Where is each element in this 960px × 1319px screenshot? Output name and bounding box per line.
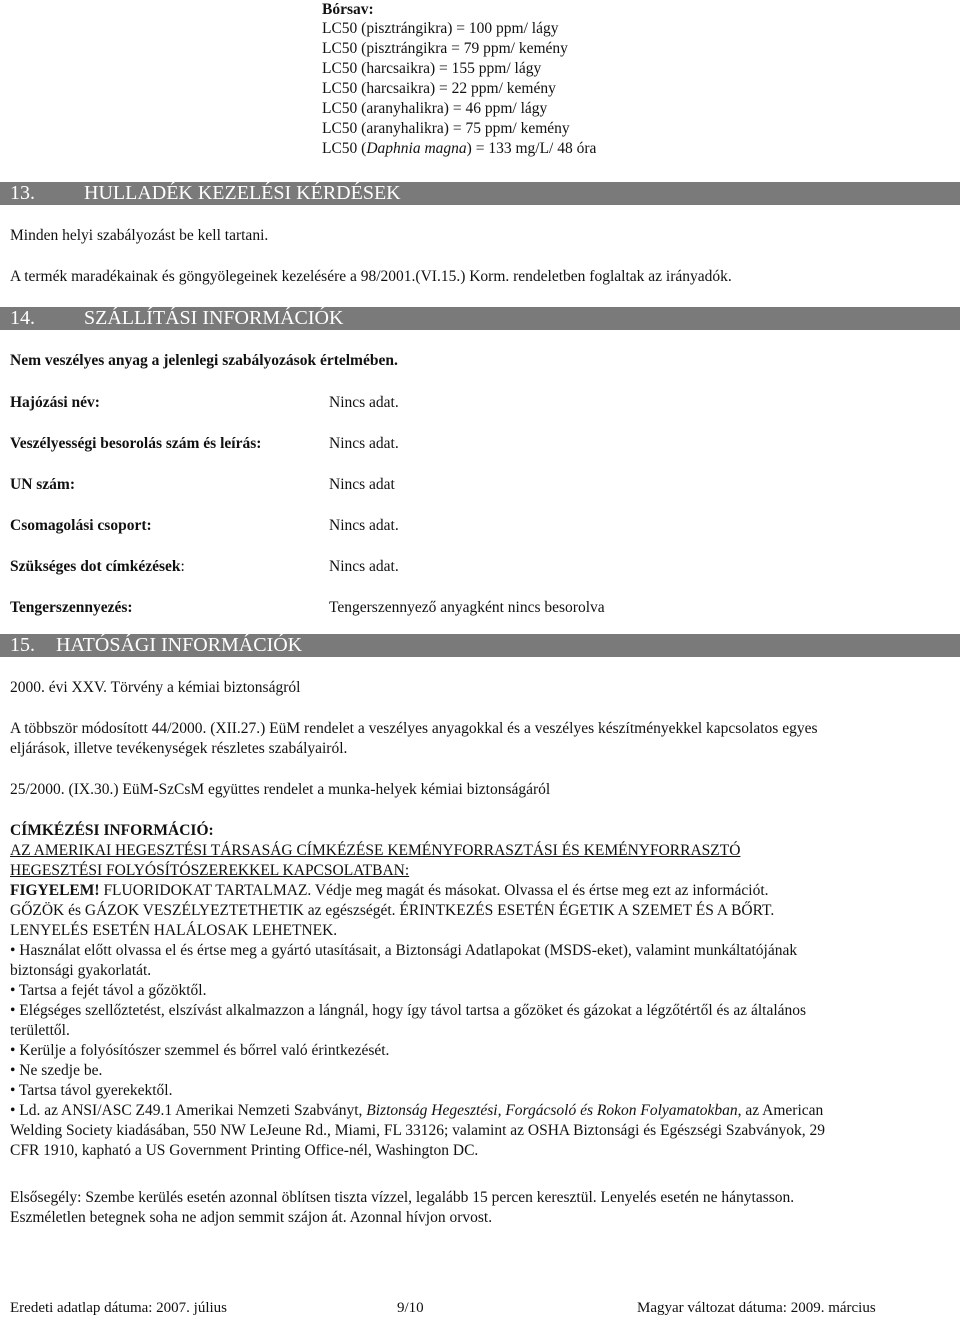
first-aid-line-2: Eszméletlen betegnek soha ne adjon semmit szájon át. Azonnal hívjon orvost. [10, 1209, 493, 1226]
footer-page-number: 9/10 [397, 1300, 424, 1316]
daphnia-post: ) = 133 mg/L/ 48 óra [466, 140, 597, 157]
bullet-7-line-3: CFR 1910, kapható a US Government Printing Office-nél, Washington DC. [10, 1142, 479, 1159]
hazard-class-label: Veszélyességi besorolás szám és leírás: [10, 435, 262, 452]
warning-line-1-rest: FLUORIDOKAT TARTALMAZ. Védje meg magát és másokat. Olvassa el és értse meg ezt az információt. [99, 882, 769, 899]
warning-line-3: LENYELÉS ESETÉN HALÁLOSAK LEHETNEK. [10, 922, 338, 939]
footer-original-date: Eredeti adatlap dátuma: 2007. július [10, 1300, 228, 1316]
shipping-name-label: Hajózási név: [10, 394, 100, 411]
section-15-header [0, 634, 960, 657]
bullet-1-line-2: biztonsági gyakorlatát. [10, 962, 152, 979]
daphnia-italic: Daphnia magna [366, 140, 467, 157]
packing-group-value: Nincs adat. [329, 517, 399, 534]
borsav-line-daphnia [322, 139, 596, 159]
bullet-7-post: , az American [737, 1102, 824, 1119]
section-13-text-2: A termék maradékainak és göngyölegeinek kezelésére a 98/2001.(VI.15.) Korm. rendeletben foglaltak az irányadók. [10, 268, 732, 285]
hazard-class-value: Nincs adat. [329, 435, 399, 452]
section-14-title: SZÁLLÍTÁSI INFORMÁCIÓK [84, 307, 344, 329]
dot-labels-label [10, 557, 185, 577]
bullet-5: • Ne szedje be. [10, 1062, 103, 1079]
bullet-3-line-1: • Elégséges szellőztetést, elszívást alkalmazzon a lángnál, hogy így távol tartsa a gőzöket és gázokat a légzőtértől és az általános [10, 1002, 807, 1019]
marine-pollutant-label: Tengerszennyezés: [10, 599, 133, 616]
bullet-4: • Kerülje a folyósítószer szemmel és bőrrel való érintkezését. [10, 1042, 390, 1059]
borsav-title: Bórsav: [322, 1, 374, 18]
labeling-subheading-1: AZ AMERIKAI HEGESZTÉSI TÁRSASÁG CÍMKÉZÉSE KEMÉNYFORRASZTÁSI ÉS KEMÉNYFORRASZTÓ [10, 842, 741, 859]
bullet-6: • Tartsa távol gyerekektől. [10, 1082, 173, 1099]
borsav-line: LC50 (pisztrángikra = 79 ppm/ kemény [322, 40, 568, 57]
section-13-header [0, 182, 960, 205]
first-aid-line-1: Elsősegély: Szembe kerülés esetén azonnal öblítsen tiszta vízzel, legalább 15 percen keresztül. Lenyelés esetén ne hánytasson. [10, 1189, 795, 1206]
daphnia-pre: LC50 ( [322, 140, 367, 157]
section-13-number: 13. [10, 182, 35, 204]
section-14-header [0, 307, 960, 330]
borsav-line: LC50 (harcsaikra) = 155 ppm/ lágy [322, 60, 542, 77]
marine-pollutant-value: Tengerszennyező anyagként nincs besorolva [329, 599, 605, 616]
dot-labels-value: Nincs adat. [329, 558, 399, 575]
bullet-3-line-2: területtől. [10, 1022, 70, 1039]
labeling-block [10, 821, 825, 1161]
section-15-title: HATÓSÁGI INFORMÁCIÓK [56, 634, 303, 656]
bullet-7-pre: • Ld. az ANSI/ASC Z49.1 Amerikai Nemzeti Szabványt, [10, 1102, 367, 1119]
section-13-title: HULLADÉK KEZELÉSI KÉRDÉSEK [84, 182, 401, 204]
law-44-2000-line-1: A többször módosított 44/2000. (XII.27.) EüM rendelet a veszélyes anyagokkal és a veszélyes készítményekkel kapcsolatos egyes [10, 720, 818, 737]
borsav-line: LC50 (pisztrángikra) = 100 ppm/ lágy [322, 20, 559, 37]
borsav-lc50-list [322, 19, 596, 159]
bullet-1-line-1: • Használat előtt olvassa el és értse meg a gyártó utasításait, a Biztonsági Adatlapokat (MSDS-eket), valamint munkáltatójának [10, 942, 798, 959]
un-number-value: Nincs adat [329, 476, 395, 493]
borsav-line: LC50 (aranyhalikra) = 46 ppm/ lágy [322, 100, 548, 117]
law-44-2000 [10, 719, 818, 759]
borsav-line: LC50 (harcsaikra) = 22 ppm/ kemény [322, 80, 556, 97]
law-44-2000-line-2: eljárások, illetve tevékenységek részletes szabályairól. [10, 740, 348, 757]
bullet-2: • Tartsa a fejét távol a gőzöktől. [10, 982, 207, 999]
first-aid-block [10, 1188, 794, 1228]
bullet-7-italic: Biztonság Hegesztési, Forgácsoló és Rokon Folyamatokban [366, 1102, 738, 1119]
borsav-line: LC50 (aranyhalikra) = 75 ppm/ kemény [322, 120, 570, 137]
warning-figyelem: FIGYELEM! [10, 882, 100, 899]
warning-line-2: GŐZÖK és GÁZOK VESZÉLYEZTETHETIK az egészségét. ÉRINTKEZÉS ESETÉN ÉGETIK A SZEMET ÉS A BŐRT. [10, 902, 775, 919]
packing-group-label: Csomagolási csoport: [10, 517, 152, 534]
bullet-7-line-2: Welding Society kiadásában, 550 NW LeJeune Rd., Miami, FL 33126; valamint az OSHA Biztonsági és Egészségi Szabványok, 29 [10, 1122, 825, 1139]
dot-labels-label-colon: : [180, 558, 185, 575]
section-14-number: 14. [10, 307, 35, 329]
section-14-intro: Nem veszélyes anyag a jelenlegi szabályozások értelmében. [10, 352, 398, 369]
labeling-heading: CÍMKÉZÉSI INFORMÁCIÓ: [10, 822, 214, 839]
dot-labels-label-text: Szükséges dot címkézések [10, 558, 181, 575]
bullet-7-line-1 [10, 1101, 825, 1121]
un-number-label: UN szám: [10, 476, 75, 493]
law-25-2000: 25/2000. (IX.30.) EüM-SzCsM együttes rendelet a munka-helyek kémiai biztonságáról [10, 781, 551, 798]
labeling-subheading-2: HEGESZTÉSI FOLYÓSÍTÓSZEREKKEL KAPCSOLATBAN: [10, 862, 410, 879]
warning-line-1 [10, 881, 825, 901]
section-13-text-1: Minden helyi szabályozást be kell tartani. [10, 227, 269, 244]
footer-hungarian-date: Magyar változat dátuma: 2009. március [637, 1300, 876, 1316]
shipping-name-value: Nincs adat. [329, 394, 399, 411]
section-15-number: 15. [10, 634, 35, 656]
law-2000-xxv: 2000. évi XXV. Törvény a kémiai biztonságról [10, 679, 301, 696]
